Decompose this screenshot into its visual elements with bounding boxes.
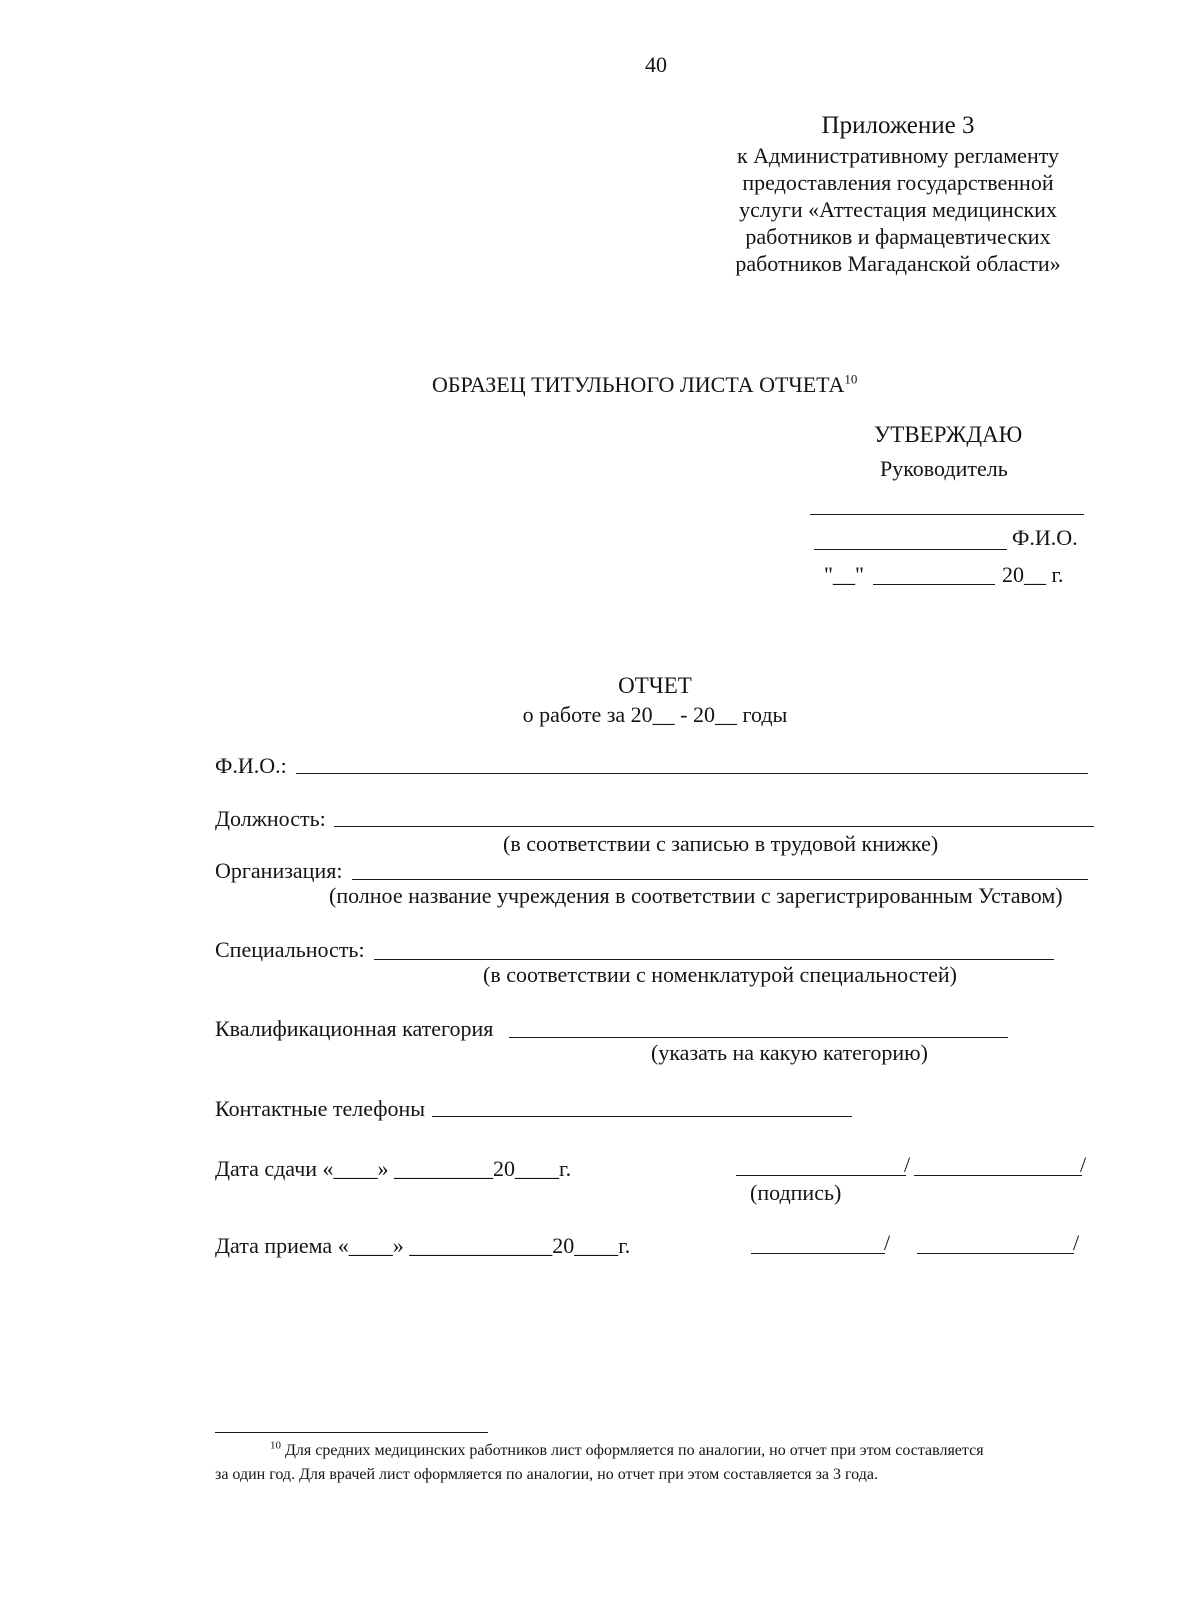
page-number: 40 — [645, 52, 667, 77]
category-hint: (указать на какую категорию) — [651, 1040, 928, 1065]
footnote-line-2: за один год. Для врачей лист оформляется по аналогии, но отчет при этом составляется за 3 года. — [215, 1466, 878, 1483]
specialty-label: Специальность: — [215, 937, 365, 962]
slash: / — [884, 1230, 891, 1255]
appendix-line: предоставления государственной — [742, 170, 1054, 195]
submit-name-line[interactable] — [914, 1175, 1082, 1176]
position-input-line[interactable] — [334, 826, 1094, 827]
accept-date: Дата приема «____» _____________20____г. — [215, 1233, 631, 1258]
fio-line — [814, 549, 1007, 550]
phones-input-line[interactable] — [432, 1116, 852, 1117]
fio-label: Ф.И.О.: — [215, 753, 287, 778]
slash: / — [1080, 1152, 1087, 1177]
category-label: Квалификационная категория — [215, 1016, 494, 1041]
approval-month-line — [873, 584, 995, 585]
position-label: Должность: — [215, 806, 326, 831]
organization-label: Организация: — [215, 858, 343, 883]
signature-hint: (подпись) — [750, 1180, 842, 1205]
slash: / — [904, 1152, 911, 1177]
organization-hint: (полное название учреждения в соответствии с зарегистрированным Уставом) — [329, 883, 1063, 908]
specialty-input-line[interactable] — [374, 959, 1054, 960]
appendix-title: Приложение 3 — [821, 112, 975, 139]
footnote-text-1: Для средних медицинских работников лист оформляется по аналогии, но отчет при этом составляется — [285, 1442, 984, 1459]
specialty-hint: (в соответствии с номенклатурой специальностей) — [483, 962, 957, 987]
sample-title-text: ОБРАЗЕЦ ТИТУЛЬНОГО ЛИСТА ОТЧЕТА — [432, 372, 845, 397]
fio-input-line[interactable] — [296, 773, 1088, 774]
submit-signature-line[interactable] — [736, 1175, 906, 1176]
position-hint: (в соответствии с записью в трудовой книжке) — [503, 831, 939, 856]
approval-fio-label: Ф.И.О. — [1012, 525, 1078, 550]
appendix-line: к Административному регламенту — [736, 143, 1060, 168]
appendix-lines — [716, 142, 1080, 277]
footnote-line-1 — [270, 1439, 984, 1460]
sample-title — [432, 372, 857, 398]
appendix-line: работников и фармацевтических — [745, 224, 1051, 249]
appendix-line: услуги «Аттестация медицинских — [739, 197, 1057, 222]
slash: / — [1073, 1230, 1080, 1255]
accept-name-line[interactable] — [917, 1253, 1074, 1254]
signature-line — [810, 514, 1084, 515]
approval-year: 20__ г. — [1002, 562, 1064, 587]
phones-label: Контактные телефоны — [215, 1096, 426, 1121]
footnote-ref: 10 — [844, 371, 858, 387]
submit-date: Дата сдачи «____» _________20____г. — [215, 1156, 572, 1181]
category-input-line[interactable] — [509, 1037, 1008, 1038]
accept-signature-line[interactable] — [751, 1253, 885, 1254]
report-title: ОТЧЕТ — [618, 673, 692, 698]
footnote-divider — [215, 1432, 488, 1433]
organization-input-line[interactable] — [352, 879, 1088, 880]
approve-label: УТВЕРЖДАЮ — [874, 422, 1023, 447]
report-subtitle: о работе за 20__ - 20__ годы — [522, 702, 788, 727]
footnote-number: 10 — [270, 1439, 281, 1452]
approval-day: "__" — [824, 562, 864, 587]
head-label: Руководитель — [880, 456, 1008, 481]
appendix-line: работников Магаданской области» — [735, 251, 1061, 276]
